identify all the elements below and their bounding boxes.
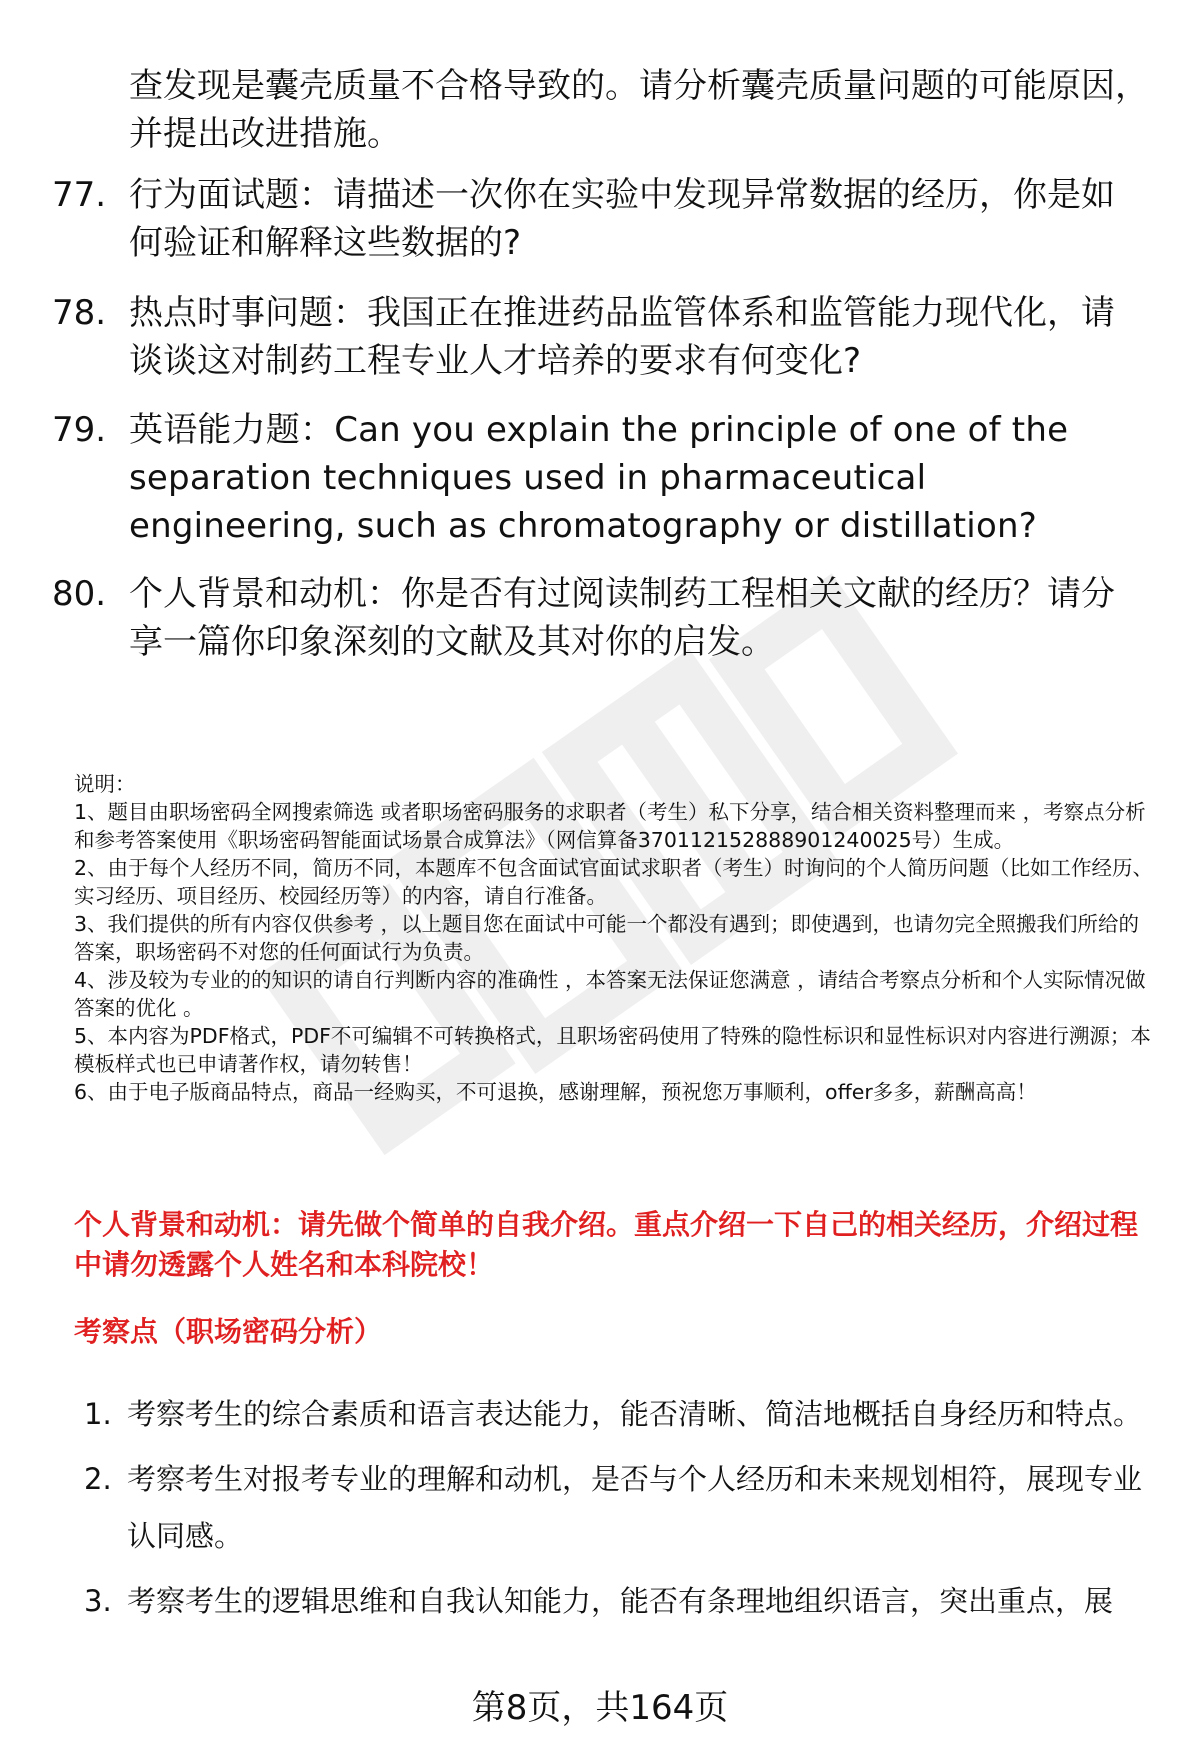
list-item-number: 2. bbox=[84, 1462, 112, 1496]
question-number: 78. bbox=[52, 293, 107, 333]
list-item bbox=[84, 1451, 1159, 1565]
list-item-text: 考察考生对报考专业的理解和动机，是否与个人经历和未来规划相符，展现专业认同感。 bbox=[127, 1462, 1143, 1553]
list-item-number: 3. bbox=[84, 1584, 112, 1618]
note-item: 6、由于电子版商品特点，商品一经购买，不可退换，感谢理解，预祝您万事顺利，offer多多，薪酬高高！ bbox=[74, 1080, 1037, 1104]
question-80 bbox=[52, 570, 1152, 666]
note-item: 1、题目由职场密码全网搜索筛选 或者职场密码服务的求职者（考生）私下分享，结合相关资料整理而来 ，考察点分析和参考答案使用《职场密码智能面试场景合成算法》（网信算备370112152888901240025号）生成。 bbox=[74, 800, 1146, 852]
question-79 bbox=[52, 406, 1152, 550]
question-number: 80. bbox=[52, 574, 107, 614]
list-item bbox=[84, 1573, 1159, 1630]
analysis-heading: 考察点（职场密码分析） bbox=[74, 1315, 383, 1348]
question-76-continuation: 查发现是囊壳质量不合格导致的。请分析囊壳质量问题的可能原因，并提出改进措施。 bbox=[129, 66, 1149, 154]
list-item-number: 1. bbox=[84, 1397, 112, 1431]
question-77 bbox=[52, 171, 1152, 267]
list-item-text: 考察考生的综合素质和语言表达能力，能否清晰、简洁地概括自身经历和特点。 bbox=[127, 1397, 1143, 1431]
question-text: 行为面试题：请描述一次你在实验中发现异常数据的经历，你是如何验证和解释这些数据的? bbox=[129, 175, 1115, 263]
notes-section bbox=[74, 770, 1159, 1106]
list-item-text: 考察考生的逻辑思维和自我认知能力，能否有条理地组织语言，突出重点，展 bbox=[127, 1584, 1114, 1618]
question-number: 77. bbox=[52, 175, 107, 215]
note-item: 2、由于每个人经历不同，简历不同，本题库不包含面试官面试求职者（考生）时询问的个人简历问题（比如工作经历、实习经历、项目经历、校园经历等）的内容，请自行准备。 bbox=[74, 856, 1154, 908]
question-78 bbox=[52, 289, 1152, 385]
page-footer: 第8页，共164页 bbox=[471, 1688, 729, 1728]
featured-question: 个人背景和动机：请先做个简单的自我介绍。重点介绍一下自己的相关经历，介绍过程中请勿透露个人姓名和本科院校！ bbox=[74, 1208, 1139, 1281]
question-text: 热点时事问题：我国正在推进药品监管体系和监管能力现代化，请谈谈这对制药工程专业人才培养的要求有何变化? bbox=[129, 293, 1115, 381]
note-item: 5、本内容为PDF格式，PDF不可编辑不可转换格式，且职场密码使用了特殊的隐性标识和显性标识对内容进行溯源；本模板样式也已申请著作权，请勿转售！ bbox=[74, 1024, 1151, 1076]
list-item bbox=[84, 1386, 1159, 1443]
note-item: 4、涉及较为专业的的知识的请自行判断内容的准确性 ，本答案无法保证您满意 ，请结合考察点分析和个人实际情况做答案的优化 。 bbox=[74, 968, 1146, 1020]
notes-heading: 说明： bbox=[74, 772, 136, 796]
question-text: 英语能力题：Can you explain the principle of one of the separation techniques used in pharmaceutical engineering, such as chromatography or distillation? bbox=[129, 410, 1069, 546]
question-text: 个人背景和动机：你是否有过阅读制药工程相关文献的经历？请分享一篇你印象深刻的文献及其对你的启发。 bbox=[129, 574, 1115, 662]
question-number: 79. bbox=[52, 410, 107, 450]
analysis-list bbox=[84, 1386, 1159, 1638]
note-item: 3、我们提供的所有内容仅供参考 ，以上题目您在面试中可能一个都没有遇到；即使遇到，也请勿完全照搬我们所给的答案，职场密码不对您的任何面试行为负责。 bbox=[74, 912, 1140, 964]
